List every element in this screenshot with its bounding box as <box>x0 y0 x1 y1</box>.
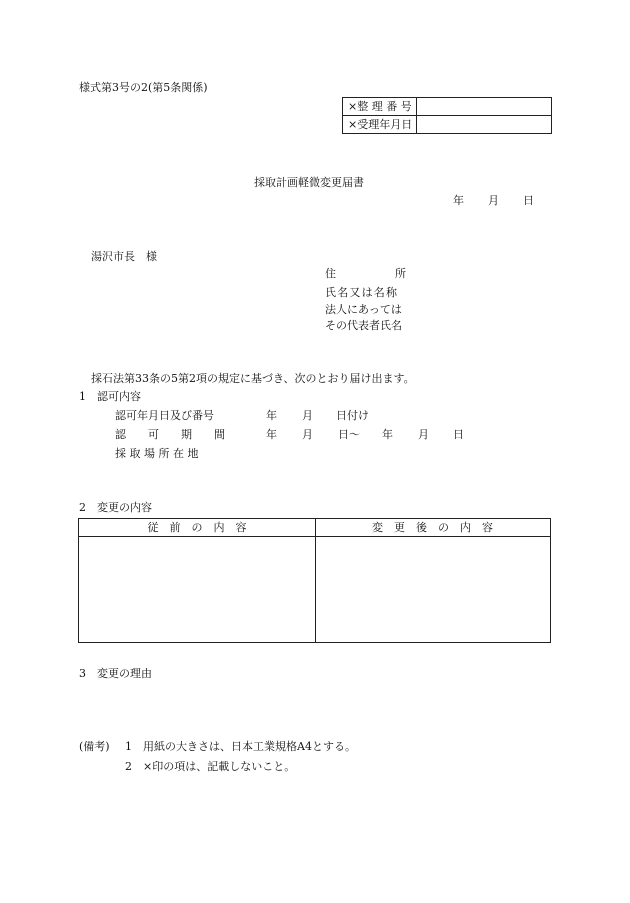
note-2-number: 2 <box>125 760 132 773</box>
change-table-divider <box>315 519 316 642</box>
change-table-header-before: 従 前 の 内 容 <box>79 519 315 537</box>
receipt-box <box>342 97 552 134</box>
addressee: 湯沢市長 様 <box>91 250 157 263</box>
date-day: 日 <box>523 194 534 207</box>
receipt-date-value[interactable] <box>417 116 552 134</box>
approval-date-label: 認可年月日及び番号 <box>115 409 214 422</box>
quarry-location-label: 採 取 場 所 在 地 <box>115 447 199 460</box>
note-1-number: 1 <box>125 740 132 753</box>
note-1-text: 用紙の大きさは、日本工業規格A4とする。 <box>143 740 356 753</box>
section3-heading: 3 変更の理由 <box>79 667 152 680</box>
document-title: 採取計画軽微変更届書 <box>254 176 364 189</box>
approval-date-suffix: 日付け <box>336 409 369 422</box>
body-text: 採石法第33条の5第2項の規定に基づき、次のとおり届け出ます。 <box>91 372 415 385</box>
period-start-day: 日～ <box>338 428 360 441</box>
change-table <box>78 518 551 643</box>
form-id: 様式第3号の2(第5条関係) <box>79 81 208 94</box>
receipt-date-label: ×受理年月日 <box>343 116 417 134</box>
approval-date-year: 年 <box>266 409 277 422</box>
period-end-year: 年 <box>382 428 393 441</box>
address-label-first: 住 <box>325 267 336 280</box>
receipt-number-label: ×整 理 番 号 <box>343 98 417 116</box>
notes-label: (備考) <box>79 740 110 753</box>
period-start-month: 月 <box>302 428 313 441</box>
period-start-year: 年 <box>266 428 277 441</box>
receipt-row-date <box>343 116 552 134</box>
receipt-row-number <box>343 98 552 116</box>
corp-label-line1: 法人にあっては <box>325 303 402 316</box>
corp-label-line2: その代表者氏名 <box>325 319 402 332</box>
section2-heading: 2 変更の内容 <box>79 501 152 514</box>
change-table-header-after: 変 更 後 の 内 容 <box>315 519 550 537</box>
date-year: 年 <box>453 194 464 207</box>
note-2-text: ×印の項は、記載しないこと。 <box>143 760 296 773</box>
section1-heading: 1 認可内容 <box>79 390 141 403</box>
period-end-month: 月 <box>418 428 429 441</box>
name-label: 氏名又は名称 <box>325 286 399 299</box>
receipt-number-value[interactable] <box>417 98 552 116</box>
period-end-day: 日 <box>453 428 464 441</box>
date-month: 月 <box>488 194 499 207</box>
approval-period-label: 認 可 期 間 <box>115 428 225 441</box>
address-label-second: 所 <box>395 267 406 280</box>
approval-date-month: 月 <box>302 409 313 422</box>
